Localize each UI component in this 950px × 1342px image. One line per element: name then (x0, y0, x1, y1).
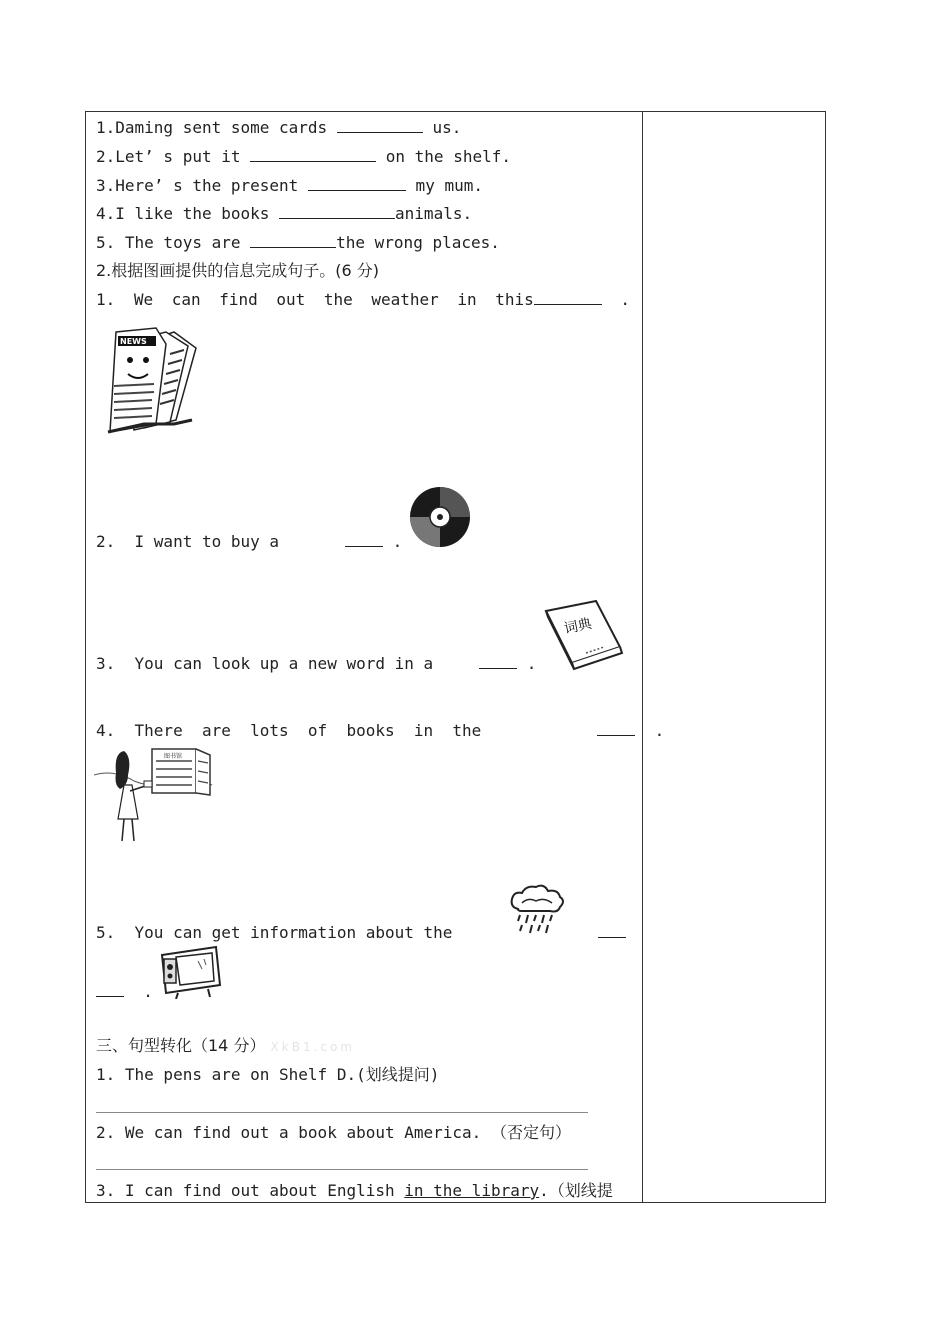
answer-blank[interactable] (345, 532, 383, 547)
item-text: 1.Daming sent some cards (96, 118, 337, 137)
word: out (276, 290, 306, 309)
fill-item-4 (96, 204, 472, 224)
question-text: 5. You can get information about the (96, 923, 453, 942)
word: We (133, 290, 154, 309)
item-text: my mum. (405, 176, 483, 195)
newspaper-picture (104, 324, 198, 436)
fill-item-5 (96, 233, 500, 253)
question-text: 3. I can find out about English (96, 1181, 405, 1200)
period: . (654, 721, 665, 740)
answer-blank[interactable] (250, 147, 376, 162)
newspaper-masthead: NEWS (120, 337, 147, 346)
word: find (219, 290, 258, 309)
question-text: .（划线提 (539, 1181, 613, 1200)
word: can (171, 290, 201, 309)
word: this (495, 290, 534, 309)
worksheet-table (85, 111, 826, 1203)
transform-question-2: 2. We can find out a book about America. （否定句） (96, 1123, 571, 1142)
answer-blank[interactable] (534, 290, 602, 305)
answer-blank[interactable] (96, 982, 124, 997)
question-text: 2. I want to buy a (96, 532, 280, 551)
dictionary-picture (542, 597, 626, 673)
picture-question-2 (96, 532, 402, 552)
picture-question-5-continued (96, 982, 153, 1002)
answer-line-1[interactable] (96, 1112, 588, 1113)
answer-line-2[interactable] (96, 1169, 588, 1170)
period: . (620, 290, 630, 309)
dictionary-cover-title: 词典 (562, 615, 594, 638)
fill-item-3 (96, 176, 483, 196)
section-title: 三、句型转化（14 分） (96, 1036, 266, 1055)
library-sign: 图书馆 (164, 753, 183, 760)
picture-question-4 (96, 721, 664, 741)
transform-question-1: 1. The pens are on Shelf D.(划线提问) (96, 1065, 440, 1084)
question-text: 3. You can look up a new word in a (96, 654, 434, 673)
television-picture (158, 945, 224, 999)
word: in (457, 290, 477, 309)
item-text: animals. (395, 204, 473, 223)
answer-blank[interactable] (308, 176, 406, 191)
item-text: 3.Here’ s the present (96, 176, 308, 195)
fill-item-1 (96, 118, 461, 138)
answer-blank[interactable] (598, 923, 626, 938)
underlined-phrase: in the library (404, 1181, 540, 1200)
column-divider (642, 112, 643, 1202)
library-picture (94, 745, 216, 845)
item-text: 4.I like the books (96, 204, 280, 223)
picture-question-5 (96, 923, 626, 943)
item-text: the wrong places. (336, 233, 500, 252)
period: . (392, 532, 403, 551)
period: . (526, 654, 537, 673)
question-number: 1. (96, 290, 116, 309)
word: weather (371, 290, 439, 309)
word: the (323, 290, 353, 309)
picture-question-3 (96, 654, 536, 674)
answer-blank[interactable] (479, 654, 517, 669)
answer-blank[interactable] (250, 233, 336, 248)
transform-question-3 (96, 1181, 613, 1201)
item-text: 2.Let’ s put it (96, 147, 251, 166)
item-text: on the shelf. (376, 147, 511, 166)
cd-disc-picture (408, 485, 472, 549)
answer-blank[interactable] (597, 721, 635, 736)
answer-blank[interactable] (337, 118, 423, 133)
picture-question-1 (96, 290, 630, 310)
period: . (143, 982, 153, 1001)
answer-blank[interactable] (279, 204, 395, 219)
section3-heading (96, 1036, 355, 1057)
item-text: 5. The toys are (96, 233, 251, 252)
section2-heading: 2.根据图画提供的信息完成句子。(6 分) (96, 261, 380, 280)
item-text: us. (422, 118, 462, 137)
question-text: 4. There are lots of books in the (96, 721, 482, 740)
fill-item-2 (96, 147, 511, 167)
watermark: XkB1.com (270, 1040, 356, 1054)
